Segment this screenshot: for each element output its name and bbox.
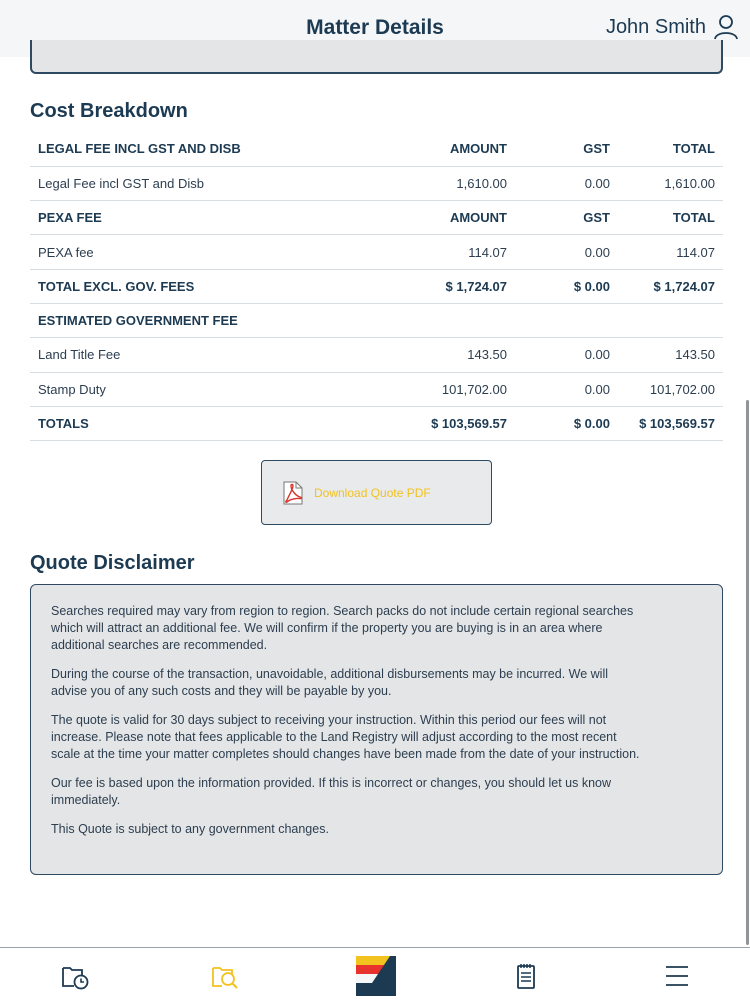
- nav-home-logo-button[interactable]: [356, 956, 396, 996]
- menu-icon: [662, 961, 692, 991]
- disclaimer-paragraph: During the course of the transaction, unavoidable, additional disbursements may be incurred. We will advise you of any such costs and they will be payable by you.: [51, 667, 609, 698]
- quote-disclaimer-panel: [30, 584, 723, 875]
- cost-gst-cell: 0.00: [515, 338, 618, 372]
- cost-gst-cell: $ 0.00: [515, 406, 618, 440]
- notepad-icon: [511, 961, 541, 991]
- cost-label-cell: ESTIMATED GOVERNMENT FEE: [30, 303, 360, 337]
- cost-breakdown-table: [30, 132, 723, 441]
- cost-label-cell: PEXA fee: [30, 235, 360, 269]
- nav-menu-button[interactable]: [661, 960, 693, 992]
- cost-gst-cell: GST: [515, 201, 618, 235]
- cost-total-row: [30, 269, 723, 303]
- cost-total-cell: 1,610.00: [618, 166, 723, 200]
- cost-gst-cell: 0.00: [515, 235, 618, 269]
- cost-amount-cell: 1,610.00: [360, 166, 515, 200]
- page-title: Matter Details: [306, 16, 444, 39]
- quote-disclaimer-title: Quote Disclaimer: [30, 552, 195, 574]
- cost-amount-cell: AMOUNT: [360, 201, 515, 235]
- cost-header-row: [30, 303, 723, 337]
- pdf-icon: [282, 481, 304, 505]
- cost-header-row: [30, 132, 723, 166]
- cost-amount-cell: 143.50: [360, 338, 515, 372]
- cost-label-cell: TOTAL EXCL. GOV. FEES: [30, 269, 360, 303]
- cost-gst-cell: [515, 303, 618, 337]
- cost-row: [30, 338, 723, 372]
- user-menu[interactable]: [606, 14, 738, 40]
- download-quote-pdf-button[interactable]: [261, 460, 492, 525]
- cost-total-cell: 143.50: [618, 338, 723, 372]
- cost-label-cell: Stamp Duty: [30, 372, 360, 406]
- cost-breakdown-title: Cost Breakdown: [30, 100, 188, 122]
- nav-notes-button[interactable]: [510, 960, 542, 992]
- download-button-label: Download Quote PDF: [314, 485, 431, 500]
- disclaimer-paragraph: This Quote is subject to any government changes.: [51, 822, 329, 836]
- disclaimer-paragraph: The quote is valid for 30 days subject to receiving your instruction. Within this period our fees will not increase. Please note that fees applicable to the Land Registry will adjust according to the most recent scale at the time your matter completes should changes have been made from the date of your instruction.: [51, 713, 640, 761]
- cost-row: [30, 166, 723, 200]
- cost-total-row: [30, 406, 723, 440]
- cost-row: [30, 372, 723, 406]
- previous-section-card: [30, 40, 723, 74]
- cost-amount-cell: 101,702.00: [360, 372, 515, 406]
- cost-amount-cell: [360, 303, 515, 337]
- cost-total-cell: $ 1,724.07: [618, 269, 723, 303]
- user-name: John Smith: [605, 15, 706, 38]
- nav-quote-button[interactable]: [209, 960, 241, 992]
- cost-label-cell: LEGAL FEE INCL GST AND DISB: [30, 132, 360, 166]
- cost-gst-cell: GST: [515, 132, 618, 166]
- brand-logo-icon: [356, 956, 396, 996]
- user-icon: [714, 14, 738, 40]
- scrollbar[interactable]: [746, 400, 749, 945]
- cost-row: [30, 235, 723, 269]
- cost-gst-cell: $ 0.00: [515, 269, 618, 303]
- cost-amount-cell: AMOUNT: [360, 132, 515, 166]
- disclaimer-paragraph: Our fee is based upon the information provided. If this is incorrect or changes, you should let us know immediately.: [51, 776, 612, 807]
- cost-header-row: [30, 201, 723, 235]
- matters-history-icon: [60, 961, 90, 991]
- cost-amount-cell: $ 103,569.57: [360, 406, 515, 440]
- nav-matters-button[interactable]: [59, 960, 91, 992]
- cost-total-cell: [618, 303, 723, 337]
- cost-total-cell: TOTAL: [618, 132, 723, 166]
- cost-gst-cell: 0.00: [515, 166, 618, 200]
- cost-label-cell: PEXA FEE: [30, 201, 360, 235]
- cost-gst-cell: 0.00: [515, 372, 618, 406]
- cost-label-cell: Land Title Fee: [30, 338, 360, 372]
- cost-amount-cell: $ 1,724.07: [360, 269, 515, 303]
- bottom-nav: [0, 947, 750, 1000]
- cost-total-cell: 101,702.00: [618, 372, 723, 406]
- quote-search-icon: [210, 961, 240, 991]
- cost-amount-cell: 114.07: [360, 235, 515, 269]
- disclaimer-paragraph: Searches required may vary from region to region. Search packs do not include certain regional searches which will attract an additional fee. We will confirm if the property you are buying is in an area where additional searches are recommended.: [51, 604, 634, 652]
- cost-label-cell: TOTALS: [30, 406, 360, 440]
- cost-total-cell: $ 103,569.57: [618, 406, 723, 440]
- cost-total-cell: 114.07: [618, 235, 723, 269]
- cost-total-cell: TOTAL: [618, 201, 723, 235]
- cost-label-cell: Legal Fee incl GST and Disb: [30, 166, 360, 200]
